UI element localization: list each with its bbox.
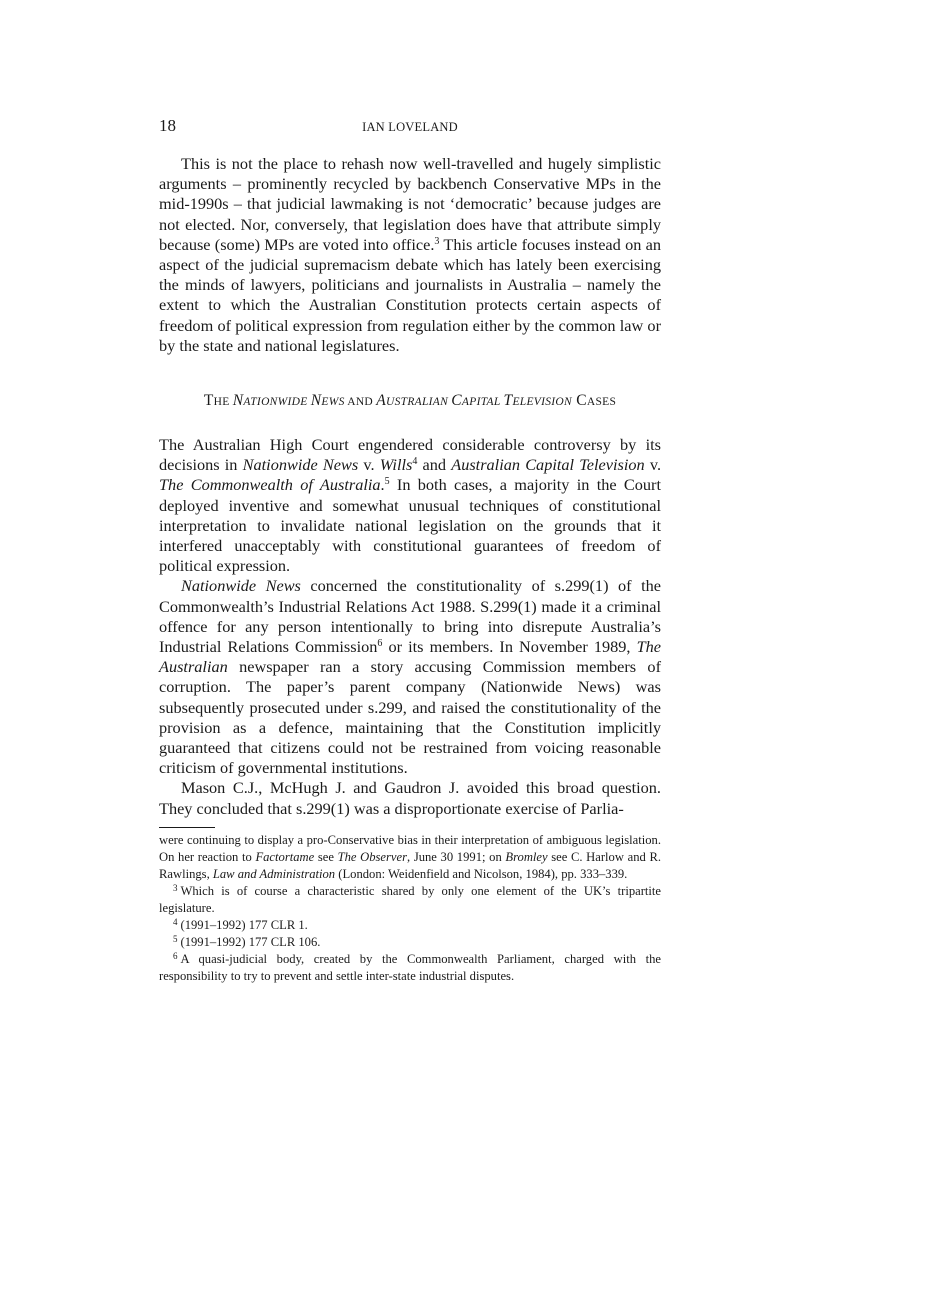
footnote-5: $^5$ (1991–1992) 177 CLR 106. (173, 933, 321, 949)
footnote-ref-5: 5 (384, 476, 390, 488)
running-title: IAN LOVELAND (362, 120, 458, 134)
footnote-3: $^3$ Which is of course a characteristic shared by only one element of the UK’s tripartite legislature. (159, 882, 661, 915)
page (159, 114, 661, 985)
page-number: 18 (159, 116, 176, 135)
section-heading: THE NATIONWIDE NEWS AND AUSTRALIAN CAPITAL TELEVISION CASES (203, 392, 617, 410)
footnote-ref-3: 3 (434, 235, 440, 247)
body-paragraph-3: Mason C.J., McHugh J. and Gaudron J. avoided this broad question. They concluded that s.299(1) was a disproportionate exercise of Parlia- (159, 778, 661, 818)
footnote-divider (159, 827, 215, 828)
footnote-4: $^4$ (1991–1992) 177 CLR 1. (173, 916, 308, 932)
footnotes (159, 832, 661, 985)
footnote-continuation: were continuing to display a pro-Conservative bias in their interpretation of ambiguous legislation. On her reaction to Factortame see The Observer, June 30 1991; on Bromley see C. Harlow and R. Rawlings, Law and Administration (London: Weidenfield and Nicolson, 1984), pp. 333–339. (159, 832, 661, 881)
footnote-6: $^6$ A quasi-judicial body, created by the Commonwealth Parliament, charged with the responsibility to try to prevent and settle inter-state industrial disputes. (159, 950, 661, 983)
body-paragraph-1: The Australian High Court engendered considerable controversy by its decisions in Nationwide News v. Wills$^4$ and Australian Capital Television v. The Commonwealth of Australia.$^5$ In both cases, a majority in the Court deployed inventive and somewhat unusual techniques of constitutional interpretation to invalidate national legislation on the grounds that it interfered unacceptably with constitutional guarantees of freedom of political expression. (159, 435, 662, 576)
intro-paragraph: This is not the place to rehash now well-travelled and hugely simplistic arguments – prominently recycled by backbench Conservative MPs in the mid-1990s – that judicial lawmaking is not ‘democratic’ because judges are not elected. Nor, conversely, that legislation does have that attribute simply because (some) MPs are voted into office.$^3$ This article focuses instead on an aspect of the judicial supremacism debate which has lately been exercising the minds of lawyers, politicians and journalists in Australia – namely the extent to which the Australian Constitution protects certain aspects of freedom of political expression from regulation either by the common law or by the state and national legislatures. (159, 154, 662, 355)
footnote-ref-4: 4 (412, 456, 418, 468)
running-head (159, 114, 661, 140)
footnote-ref-6: 6 (377, 638, 383, 650)
body-paragraph-2: Nationwide News concerned the constitutionality of s.299(1) of the Commonwealth’s Industrial Relations Act 1988. S.299(1) made it a criminal offence for any person intentionally to bring into disrepute Australia’s Industrial Relations Commission$^6$ or its members. In November 1989, The Australian newspaper ran a story accusing Commission members of corruption. The paper’s parent company (Nationwide News) was subsequently prosecuted under s.299, and raised the constitutionality of the provision as a defence, maintaining that the Constitution implicitly guaranteed that citizens could not be restrained from voicing reasonable criticism of governmental institutions. (159, 576, 661, 778)
